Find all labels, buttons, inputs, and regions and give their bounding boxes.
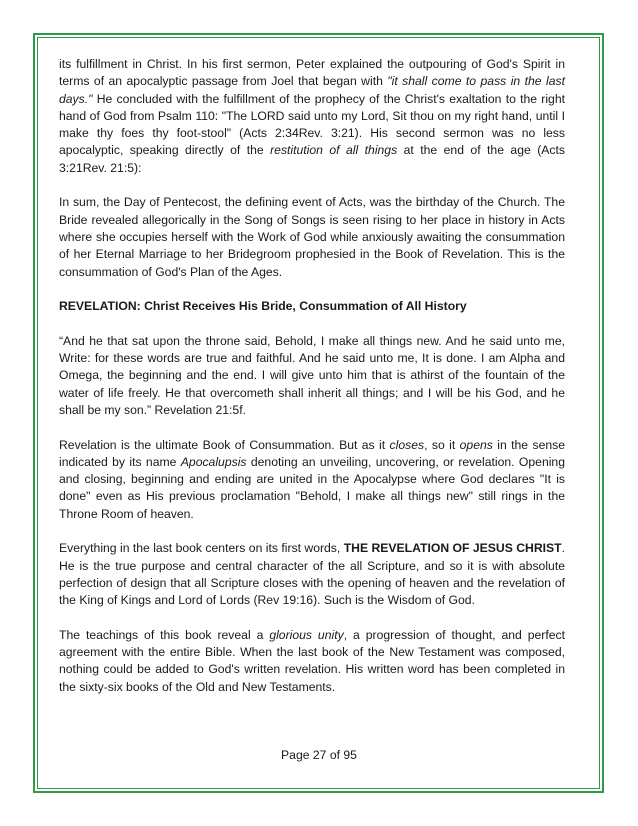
paragraph-consummation [59, 437, 565, 523]
text-run: Everything in the last book centers on its first words, [59, 541, 344, 556]
bold-run: THE REVELATION OF JESUS CHRIST [343, 541, 562, 556]
italic-run: Apocalupsis [180, 454, 247, 469]
text-run: Revelation is the ultimate Book of Consummation. But as it [59, 437, 390, 452]
document-body [59, 56, 565, 713]
paragraph-glorious-unity [59, 627, 565, 696]
text-run: He concluded with the fulfillment of the prophecy of the Christ's exaltation to the right hand of God from Psalm 110: "The LORD said unto my Lord, Sit thou on my right hand, until I make thy foes thy foot-stool" (Acts 2:34Rev. 3:21). His second sermon was no less apocalyptic, speaking directly of the [59, 91, 565, 158]
section-heading-revelation [59, 298, 565, 315]
text-run: , a progression of thought, and perfect agreement with the entire Bible. When the last book of the New Testament was composed, nothing could be added to God's written revelation. His written word has been completed in the sixty-six books of the Old and New Testaments. [59, 627, 566, 694]
text-run: in the sense indicated by its name [59, 437, 566, 469]
bold-run: REVELATION: Christ Receives His Bride, Consummation of All History [59, 299, 467, 314]
italic-run: opens [459, 437, 493, 452]
quote-revelation-21 [59, 333, 565, 419]
text-run: at the end of the age (Acts 3:21Rev. 21:5): [59, 143, 565, 175]
text-run: . He is the true purpose and central character of the all Scripture, and so it is with absolute perfection of design that all Scripture closes with the opening of heaven and the revelation of the King of Kings and Lord of Lords (Rev 19:16). Such is the Wisdom of God. [59, 541, 565, 608]
italic-run: "it shall come to pass in the last days." [59, 74, 565, 106]
page-number: Page 27 of 95 [281, 748, 357, 762]
italic-run: closes [389, 437, 425, 452]
text-run: denoting an unveiling, uncovering, or revelation. Opening and closing, beginning and ending are united in the Apocalypse where God declares "It is done" even as His previous proclamation "Behold, I make all things new" still rings in the Throne Room of heaven. [59, 454, 565, 521]
italic-run: glorious unity [269, 627, 344, 642]
text-run: its fulfillment in Christ. In his first sermon, Peter explained the outpouring of God's Spirit in terms of an apocalyptic passage from Joel that began with [59, 57, 565, 89]
paragraph-revelation-of-christ [59, 540, 565, 609]
text-run: , so it [424, 437, 460, 452]
text-run: In sum, the Day of Pentecost, the defining event of Acts, was the birthday of the Church. The Bride revealed allegorically in the Song of Songs is seen rising to her place in history in Acts where she occupies herself with the Work of God while anxiously awaiting the consummation of her Eternal Marriage to her Bridegroom prophesied in the Book of Revelation. This is the consummation of God's Plan of the Ages. [59, 195, 565, 279]
paragraph-acts-sermons [59, 56, 565, 177]
paragraph-pentecost [59, 194, 565, 280]
text-run: The teachings of this book reveal a [59, 627, 270, 642]
italic-run: restitution of all things [270, 143, 398, 158]
text-run: “And he that sat upon the throne said, Behold, I make all things new. And he said unto me, Write: for these words are true and faithful. And he said unto me, It is done. I am Alpha and Omega, the beginning and the end. I will give unto him that is athirst of the fountain of the water of life freely. He that overcometh shall inherit all things; and I will be his God, and he shall be my son.” Revelation 21:5f. [59, 333, 565, 417]
